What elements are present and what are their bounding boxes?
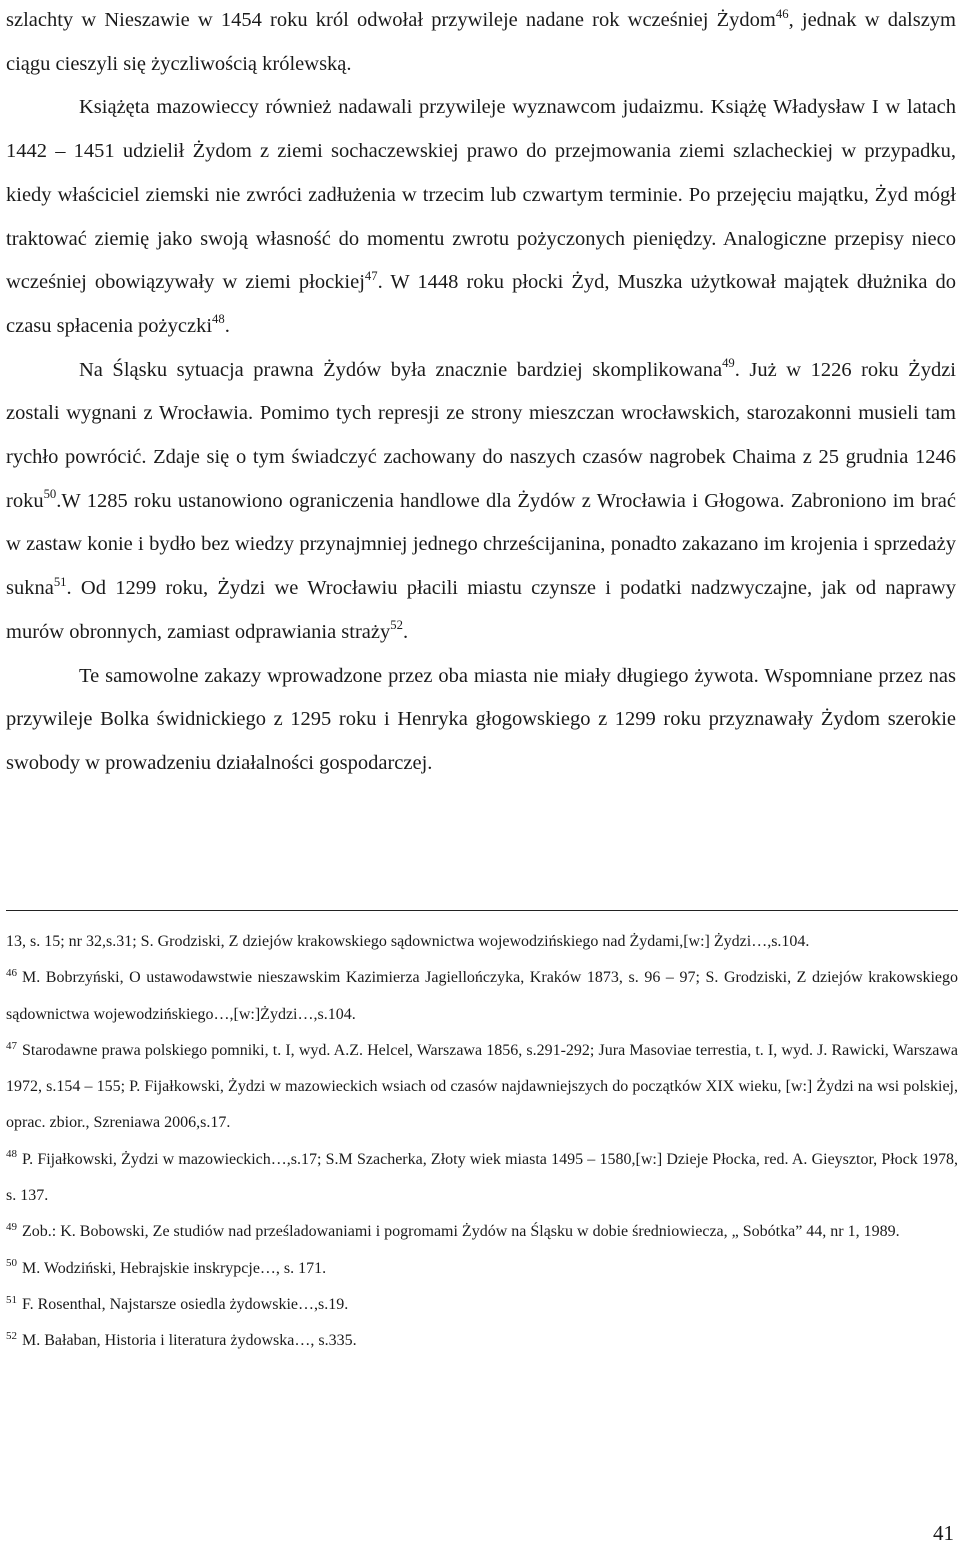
footnote-49 — [6, 1214, 958, 1250]
footnote-number: 48 — [6, 1148, 17, 1161]
footnote-text: M. Bałaban, Historia i literatura żydowska…, s.335. — [22, 1332, 357, 1350]
footnote-number: 46 — [6, 966, 17, 979]
footnote-text: F. Rosenthal, Najstarsze osiedla żydowskie…,s.19. — [22, 1295, 349, 1313]
paragraph-2 — [6, 86, 956, 348]
footnote-48 — [6, 1142, 958, 1215]
footnote-number: 52 — [6, 1329, 17, 1342]
text-run: szlachty w Nieszawie w 1454 roku król odwołał przywileje nadane rok wcześniej Żydom — [6, 9, 776, 31]
text-run: . Już w 1226 roku Żydzi zostali wygnani z Wrocławia. Pomimo tych represji ze strony mieszczan wrocławskich, starozakonni musieli tam rychło powrócić. Zdaje się o tym świadczyć zachowany do naszych czasów nagrobek Chaima z 25 grudnia 1246 roku — [6, 358, 956, 512]
text-run: .W 1285 roku ustanowiono ograniczenia handlowe dla Żydów z Wrocławia i Głogowa. Zabroniono im brać w zastaw konie i bydło bez wiedzy przynajmniej jednego chrześcijanina, ponadto zakazano im krojenia i sprzedaży sukna — [6, 489, 956, 600]
page-number: 41 — [933, 1521, 954, 1545]
footnote-ref-48[interactable]: 48 — [212, 312, 225, 327]
paragraph-1 — [6, 0, 956, 86]
footnote-52 — [6, 1323, 958, 1359]
paragraph-4: Te samowolne zakazy wprowadzone przez oba miasta nie miały długiego żywota. Wspomniane przez nas przywileje Bolka świdnickiego z 1295 roku i Henryka głogowskiego z 1299 roku przyznawały Żydom szerokie swobody w prowadzeniu działalności gospodarczej. — [6, 664, 956, 774]
footnote-text: M. Bobrzyński, O ustawodawstwie nieszawskim Kazimierza Jagiellończyka, Kraków 1873, s. 96 – 97; S. Grodziski, Z dziejów krakowskiego sądownictwa wojewodzińskiego…,[w:]Żydzi…,s.104. — [6, 969, 958, 1023]
footnote-47 — [6, 1033, 958, 1142]
footnote-number: 47 — [6, 1039, 17, 1052]
footnote-separator — [6, 910, 958, 911]
footnote-ref-51[interactable]: 51 — [53, 574, 67, 589]
footnote-ref-52[interactable]: 52 — [390, 618, 403, 633]
footnote-51 — [6, 1287, 958, 1323]
footnote-ref-47[interactable]: 47 — [364, 268, 378, 283]
footnote-ref-49[interactable]: 49 — [722, 356, 735, 371]
text-run: . Od 1299 roku, Żydzi we Wrocławiu płacili miastu czynsze i podatki nadzwyczajne, jak od naprawy murów obronnych, zamiast odprawiania straży — [6, 577, 956, 643]
footnote-text: M. Wodziński, Hebrajskie inskrypcje…, s. 171. — [22, 1259, 327, 1277]
footnote-continuation: 13, s. 15; nr 32,s.31; S. Grodziski, Z dziejów krakowskiego sądownictwa wojewodzińskiego nad Żydami,[w:] Żydzi…,s.104. — [6, 933, 810, 950]
footnote-text: P. Fijałkowski, Żydzi w mazowieckich…,s.17; S.M Szacherka, Złoty wiek miasta 1495 – 1580,[w:] Dzieje Płocka, red. A. Gieysztor, Płock 1978, s. 137. — [6, 1150, 958, 1205]
main-text — [6, 0, 956, 786]
footnote-text: Starodawne prawa polskiego pomniki, t. I, wyd. A.Z. Helcel, Warszawa 1856, s.291-292; Jura Masoviae terrestia, t. I, wyd. J. Rawicki, Warszawa 1972, s.154 – 155; P. Fijałkowski, Żydzi w mazowieckich wsiach od czasów najdawniejszych do początków XIX wieku, [w:] Żydzi na wsi polskiej, oprac. zbior., Szreniawa 2006,s.17. — [6, 1041, 958, 1132]
text-run: , jednak w dalszym ciągu cieszyli się życzliwością królewską. — [6, 9, 957, 75]
footnote-50 — [6, 1251, 958, 1287]
footnote-number: 50 — [6, 1257, 17, 1270]
footnote-number: 49 — [6, 1221, 17, 1234]
footnote-ref-50[interactable]: 50 — [43, 487, 57, 502]
text-run: Na Śląsku sytuacja prawna Żydów była znacznie bardziej skomplikowana — [79, 358, 723, 381]
footnote-ref-46[interactable]: 46 — [775, 6, 789, 21]
footnotes — [6, 924, 958, 1360]
paragraph-3 — [6, 349, 956, 655]
text-run: Książęta mazowieccy również nadawali przywileje wyznawcom judaizmu. Książę Władysław I w latach 1442 – 1451 udzielił Żydom z ziemi sochaczewskiej prawo do przejmowania ziemi szlacheckiej w przypadku, kiedy właściciel ziemski nie zwróci zadłużenia w trzecim lub czwartym terminie. Po przejęciu majątku, Żyd mógł traktować ziemię jako swoją własność do momentu zwrotu pożyczonych pieniędzy. Analogiczne przepisy nieco wcześniej obowiązywały w ziemi płockiej — [6, 96, 956, 294]
footnote-text: Zob.: K. Bobowski, Ze studiów nad prześladowaniami i pogromami Żydów na Śląsku w dobie średniowiecza, „ Sobótka” 44, nr 1, 1989. — [22, 1223, 900, 1241]
text-run: . — [224, 314, 230, 337]
text-run: . W 1448 roku płocki Żyd, Muszka użytkował majątek dłużnika do czasu spłacenia pożyczki — [6, 271, 956, 337]
footnote-46 — [6, 960, 958, 1033]
text-run: . — [402, 620, 409, 643]
footnote-number: 51 — [6, 1293, 17, 1306]
